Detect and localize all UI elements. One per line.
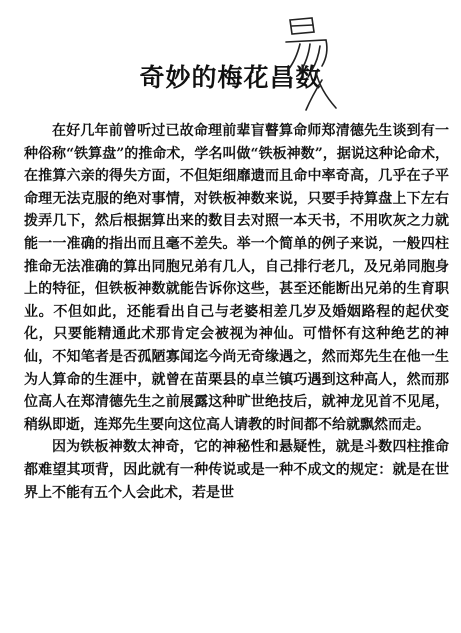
article-body (24, 120, 449, 504)
handwritten-annotation (282, 10, 342, 115)
paragraph: 在好几年前曾听过已故命理前辈盲瞽算命师郑清德先生谈到有一种俗称“铁算盘”的推命术，学名叫做“铁板神数”，据说这种论命术，在推算六亲的得失方面，不但矩细靡遗而且命中率奇高，几乎在子平命理无法克服的绝对事情，对铁板神数来说，只要手持算盘上下左右拨弄几下，然后根据算出来的数目去对照一本天书，不用吹灰之力就能一一准确的指出而且毫不差失。举一个简单的例子来说，一般四柱推命无法准确的算出同胞兄弟有几人，自己排行老几，及兄弟同胞身上的特征，但铁板神数就能告诉你这些，甚至还能断出兄弟的生育职业。不但如此，还能看出自己与老婆相差几岁及婚姻路程的起伏变化，只要能精通此术那肯定会被视为神仙。可惜怀有这种绝艺的神仙，不知笔者是否孤陋寡闻迄今尚无奇缘遇之，然而郑先生在他一生为人算命的生涯中，就曾在苗栗县的卓兰镇巧遇到这种高人，然而那位高人在郑清德先生之前展露这种旷世绝技后，就神龙见首不见尾，稍纵即逝，连郑先生要向这位高人请教的时间都不给就飘然而走。 (24, 123, 449, 433)
page-title: 奇妙的梅花昌数 (139, 63, 322, 92)
paragraph: 因为铁板神数太神奇，它的神秘性和悬疑性，就是斗数四柱推命都难望其项背，因此就有一种传说或是一种不成文的规定：就是在世界上不能有五个人会此术，若是世 (24, 439, 449, 501)
